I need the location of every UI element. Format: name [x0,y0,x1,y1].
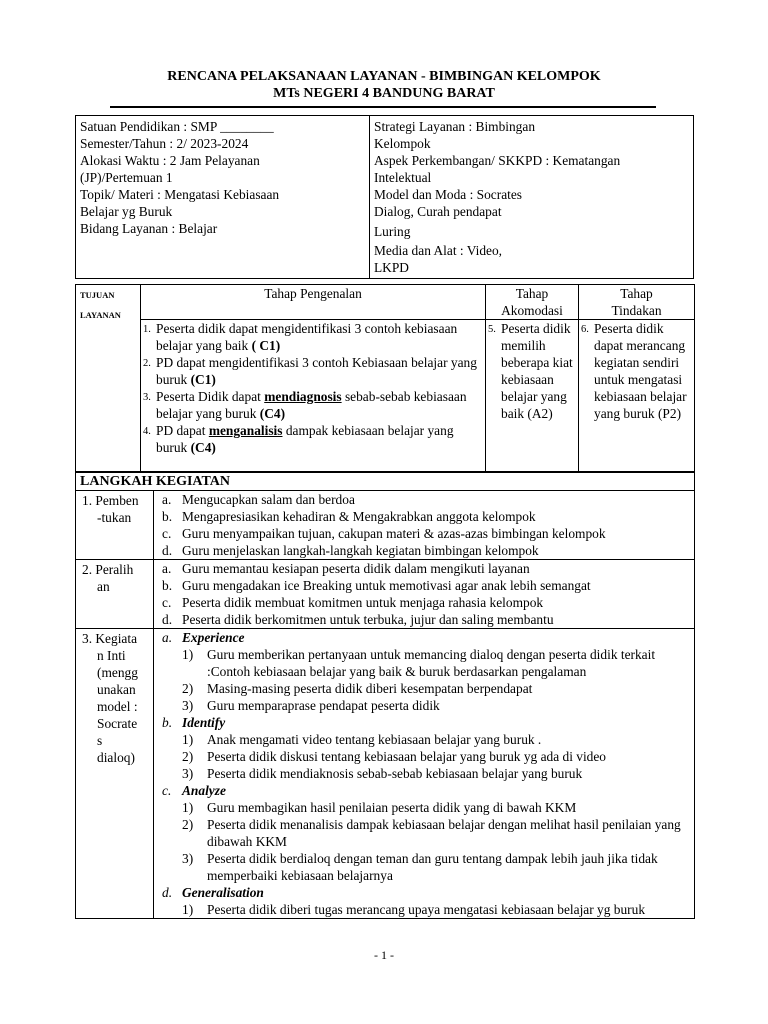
step-text: Peserta didik berkomitmen untuk terbuka, jujur dan saling membantu [182,612,554,627]
stage-label: model : [97,699,138,714]
col-header-text: Akomodasi [501,303,563,318]
step-item [154,491,694,508]
info-line: Strategi Layanan : Bimbingan [374,119,536,134]
step-list [154,560,694,628]
objectives-label: LAYANAN [80,310,121,320]
phase-step-marker: 1) [182,732,194,747]
school-name: MTs NEGERI 4 BANDUNG BARAT [273,86,495,101]
step-marker: c. [162,595,172,610]
phase-step [154,765,694,782]
info-line: Bidang Layanan : Belajar [80,221,218,236]
akomodasi-cell [486,320,579,472]
objective-number: 4. [143,426,151,437]
info-line: (JP)/Pertemuan 1 [80,170,173,185]
info-line: Kelompok [374,136,431,151]
phase-heading [154,782,694,799]
activities-heading: LANGKAH KEGIATAN [80,474,230,489]
phase-marker: b. [162,715,173,730]
phase-step-marker: 3) [182,851,194,866]
objective-number: 5. [488,324,496,335]
objective-keyword: menganalisis [208,423,283,438]
activities-table [75,472,695,919]
objective-keyword: mendiagnosis [264,389,342,404]
objective-item [142,320,482,354]
step-text: Mengapresiasikan kehadiran & Mengakrabkan anggota kelompok [182,509,536,524]
title-underline [110,106,656,108]
phase-step [154,901,694,918]
phase-step [154,697,694,714]
objective-item [580,320,691,422]
info-line: Aspek Perkembangan/ SKKPD : Kematangan [374,153,621,168]
document-title: RENCANA PELAKSANAAN LAYANAN - BIMBINGAN KELOMPOK [167,69,601,84]
info-line: LKPD [374,260,409,275]
step-item [154,577,694,594]
stage-label: s [97,733,103,748]
objective-item [487,320,575,422]
info-line: Intelektual [374,170,432,185]
objective-item [142,388,482,422]
pengenalan-cell [141,320,486,472]
objective-text: PD dapat mengidentifikasi 3 contoh Kebiasaan belajar yang buruk [156,355,477,387]
stage-label-block [82,630,150,766]
phase-step-text: Peserta didik berdialoq dengan teman dan guru tentang dampak lebih jauh jika tidak memperbaiki kebiasaan belajarnya [207,851,658,883]
step-item [154,560,694,577]
objectives-label-cell [76,285,141,472]
objective-list [142,320,482,456]
objective-code: (C1) [190,372,216,387]
info-line: Semester/Tahun : 2/ 2023-2024 [80,136,249,151]
step-text: Peserta didik membuat komitmen untuk menjaga rahasia kelompok [182,595,544,610]
objective-code: ( C1) [251,338,281,353]
step-marker: b. [162,578,173,593]
phase-step [154,799,694,816]
phase-title: Identify [182,715,226,730]
phase-step-marker: 2) [182,681,194,696]
objective-text: dampak kebiasaan belajar yang buruk [156,423,454,455]
phase-step-text: Guru memparaprase pendapat peserta didik [207,698,440,713]
stage-label: 2. Peralih [82,562,134,577]
phase-title: Generalisation [182,885,264,900]
tindakan-cell [579,320,695,472]
activities-heading-cell [76,473,695,491]
objective-text: PD dapat [156,423,209,438]
page-number: - 1 - [374,948,394,962]
col-header-pengenalan [141,285,486,320]
objective-text: Peserta didik dapat mengidentifikasi 3 contoh kebiasaan belajar yang baik [156,321,458,353]
phase-step [154,816,694,850]
phase-step-marker: 2) [182,749,194,764]
phase-title: Experience [182,630,245,645]
stage-label-cell [76,560,154,629]
step-item [154,611,694,628]
stage-label: n Inti [97,648,126,663]
stage-label: unakan [97,682,136,697]
phase-title: Analyze [182,783,226,798]
step-item [154,594,694,611]
phase-step-marker: 1) [182,800,194,815]
phase-marker: d. [162,885,173,900]
objective-code: (C4) [259,406,286,421]
phase-step-marker: 3) [182,698,194,713]
objectives-table [75,284,695,472]
objective-item [142,354,482,388]
objective-number: 1. [143,324,151,335]
phase-step-text: Peserta didik menanalisis dampak kebiasaan belajar dengan melihat hasil penilaian yang dibawah KKM [207,817,681,849]
stage-label-cell [76,629,154,919]
step-marker: d. [162,543,173,558]
info-line: Alokasi Waktu : 2 Jam Pelayanan [80,153,260,168]
col-header-akomodasi [486,285,579,320]
objective-text: Peserta didik memilih beberapa kiat kebiasaan belajar yang baik (A2) [501,321,573,421]
phase-step-text: Guru memberikan pertanyaan untuk memancing dialoq dengan peserta didik terkait :Contoh kebiasaan belajar yang baik & buruk berdasarkan pengalaman [207,647,656,679]
info-table [75,115,694,279]
stage-label: 1. Pemben [82,493,139,508]
phase-step-text: Peserta didik mendiaknosis sebab-sebab kebiasaan belajar yang buruk [207,766,583,781]
info-line: Media dan Alat : Video, [374,243,502,258]
info-line: Model dan Moda : Socrates [374,187,523,202]
col-header-text: Tahap Pengenalan [264,286,362,301]
col-header-text: Tahap [515,286,549,301]
phase-step [154,646,694,680]
step-marker: d. [162,612,173,627]
stage-label: -tukan [97,510,132,525]
phase-step-marker: 1) [182,647,194,662]
objective-code: (C4) [190,440,216,455]
step-text: Guru mengadakan ice Breaking untuk memotivasi agar anak lebih semangat [182,578,591,593]
phase-step-marker: 1) [182,902,194,917]
phase-step-text: Masing-masing peserta didik diberi kesempatan berpendapat [207,681,533,696]
step-marker: b. [162,509,173,524]
phase-heading [154,884,694,901]
step-text: Mengucapkan salam dan berdoa [182,492,355,507]
phase-step-text: Peserta didik diberi tugas merancang upaya mengatasi kebiasaan belajar yg buruk [207,902,646,917]
objective-text: Peserta didik dapat merancang kegiatan sendiri untuk mengatasi kebiasaan belajar yang buruk (P2) [594,321,687,421]
phase-step [154,731,694,748]
info-line: Belajar yg Buruk [80,204,173,219]
stage-label: (mengg [97,665,138,680]
step-text: Guru memantau kesiapan peserta didik dalam mengikuti layanan [182,561,530,576]
step-marker: c. [162,526,172,541]
step-item [154,542,694,559]
objective-text: sebab-sebab kebiasaan belajar yang buruk [156,389,467,421]
objective-number: 3. [143,392,151,403]
info-line: Satuan Pendidikan : SMP ________ [80,119,274,134]
step-list [154,491,694,559]
step-marker: a. [162,492,172,507]
step-text: Guru menyampaikan tujuan, cakupan materi & azas-azas bimbingan kelompok [182,526,606,541]
phase-marker: c. [162,783,172,798]
phase-heading [154,629,694,646]
phase-heading [154,714,694,731]
stage-content-cell [154,491,695,560]
step-item [154,525,694,542]
stage-label: dialoq) [97,750,135,765]
step-text: Guru menjelaskan langkah-langkah kegiatan bimbingan kelompok [182,543,539,558]
stage-label: 3. Kegiata [82,631,138,646]
stage-label: an [97,579,110,594]
stage-content-cell [154,629,695,919]
phase-marker: a. [162,630,173,645]
phase-step-text: Peserta didik diskusi tentang kebiasaan belajar yang buruk yg ada di video [207,749,607,764]
objectives-label: TUJUAN [80,290,115,300]
phase-step [154,680,694,697]
info-right-cell [370,116,694,279]
info-line: Dialog, Curah pendapat [374,204,502,219]
phase-step-text: Anak mengamati video tentang kebiasaan belajar yang buruk . [207,732,542,747]
objective-text: Peserta Didik dapat [156,389,265,404]
col-header-text: Tahap [620,286,653,301]
stage-label: Socrate [97,716,138,731]
stage-content-cell [154,560,695,629]
step-list [154,629,694,918]
step-marker: a. [162,561,172,576]
objective-item [142,422,482,456]
col-header-tindakan [579,285,695,320]
phase-step [154,850,694,884]
phase-step-marker: 2) [182,817,194,832]
phase-step-text: Guru membagikan hasil penilaian peserta didik yang di bawah KKM [207,800,577,815]
objective-number: 2. [143,358,151,369]
objective-number: 6. [581,324,589,335]
info-left-cell [76,116,370,279]
info-line: Luring [374,224,411,239]
phase-step [154,748,694,765]
stage-label-cell [76,491,154,560]
phase-step-marker: 3) [182,766,194,781]
step-item [154,508,694,525]
info-line: Topik/ Materi : Mengatasi Kebiasaan [80,187,280,202]
col-header-text: Tindakan [611,303,662,318]
